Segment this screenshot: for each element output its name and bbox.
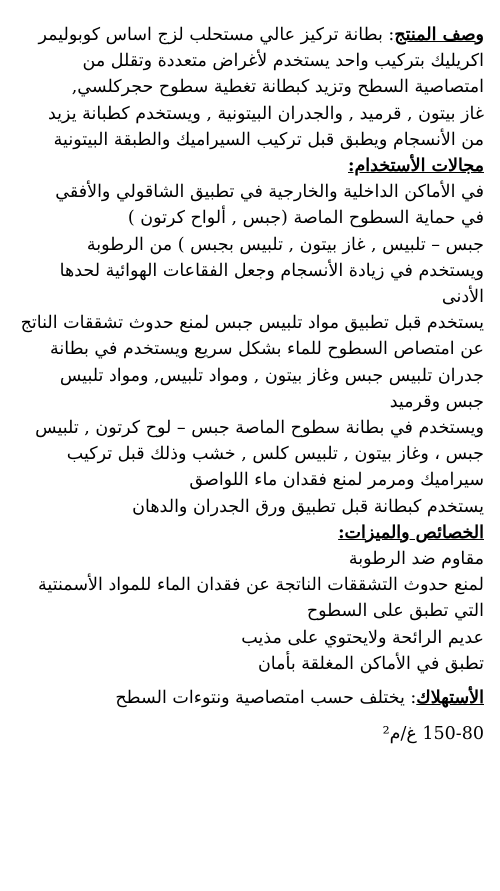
usage-line: يستخدم كبطانة قبل تطبيق ورق الجدران والدهان xyxy=(132,496,484,517)
product-description-line: من الأنسجام ويطبق قبل تركيب السيراميك والطبقة البيتونية xyxy=(53,129,484,150)
feature-item: مقاوم ضد الرطوبة xyxy=(348,549,484,570)
consumption-line xyxy=(10,685,484,711)
usage-line: يستخدم قبل تطبيق مواد تلبيس جبس لمنع حدوث تشققات الناتج xyxy=(20,313,484,334)
features-heading: الخصائص والميزات: xyxy=(338,522,484,543)
consumption-text: : يختلف حسب امتصاصية ونتوءات السطح xyxy=(115,688,417,709)
usage-line: ويستخدم في زيادة الأنسجام وجعل الفقاعات الهوائية لحدها xyxy=(59,260,484,281)
feature-item: عديم الرائحة ولايحتوي على مذيب xyxy=(241,627,484,648)
consumption-heading: الأستهلاك xyxy=(416,688,484,709)
feature-item: التي تطبق على السطوح xyxy=(306,601,484,622)
usage-line: جبس وقرميد xyxy=(389,391,484,412)
usage-line: جبس – تلبيس , غاز بيتون , تلبيس بجبس ) من الرطوبة xyxy=(86,234,484,255)
usage-line: ويستخدم في بطانة سطوح الماصة جبس – لوح كرتون , تلبيس xyxy=(35,418,484,439)
usage-line: جدران تلبيس جبس وغاز بيتون , ومواد تلبيس, ومواد تلبيس xyxy=(59,365,484,386)
product-description-line: غاز بيتون , قرميد , والجدران البيتونية , ويستخدم كطبانة يزيد xyxy=(47,103,484,124)
product-description-text: : بطانة تركيز عالي مستحلب لزج اساس كوبوليمر xyxy=(38,25,395,45)
feature-item: تطبق في الأماكن المغلقة بأمان xyxy=(257,653,484,674)
usage-heading: مجالات الأستخدام: xyxy=(348,156,484,177)
usage-line: سيراميك ومرمر لمنع فقدان ماء اللواصق xyxy=(189,470,484,491)
product-description-line-1 xyxy=(10,22,484,48)
product-description-line: اكريليك بتركيب واحد يستخدم لأغراض متعددة وتقلل من xyxy=(82,51,484,72)
usage-line: عن امتصاص السطوح للماء بشكل سريع ويستخدم في بطانة xyxy=(50,339,484,360)
usage-line: في الأماكن الداخلية والخارجية في تطبيق الشاقولي والأفقي xyxy=(55,182,484,203)
product-description-line: امتصاصية السطح وتزيد كبطانة تغطية سطوح حجركلسي, xyxy=(71,77,484,98)
consumption-value: 150-80 غ/م² xyxy=(382,724,484,745)
feature-item: لمنع حدوث التشققات الناتجة عن فقدان الماء للمواد الأسمنتية xyxy=(38,575,484,596)
usage-line: جبس ، وغاز بيتون , تلبيس كلس , خشب وذلك قبل تركيب xyxy=(66,444,484,465)
usage-line: الأدنى xyxy=(441,287,484,308)
usage-line: في حماية السطوح الماصة (جبس , ألواح كرتون ) xyxy=(127,208,484,229)
product-description-heading: وصف المنتج xyxy=(394,25,484,45)
